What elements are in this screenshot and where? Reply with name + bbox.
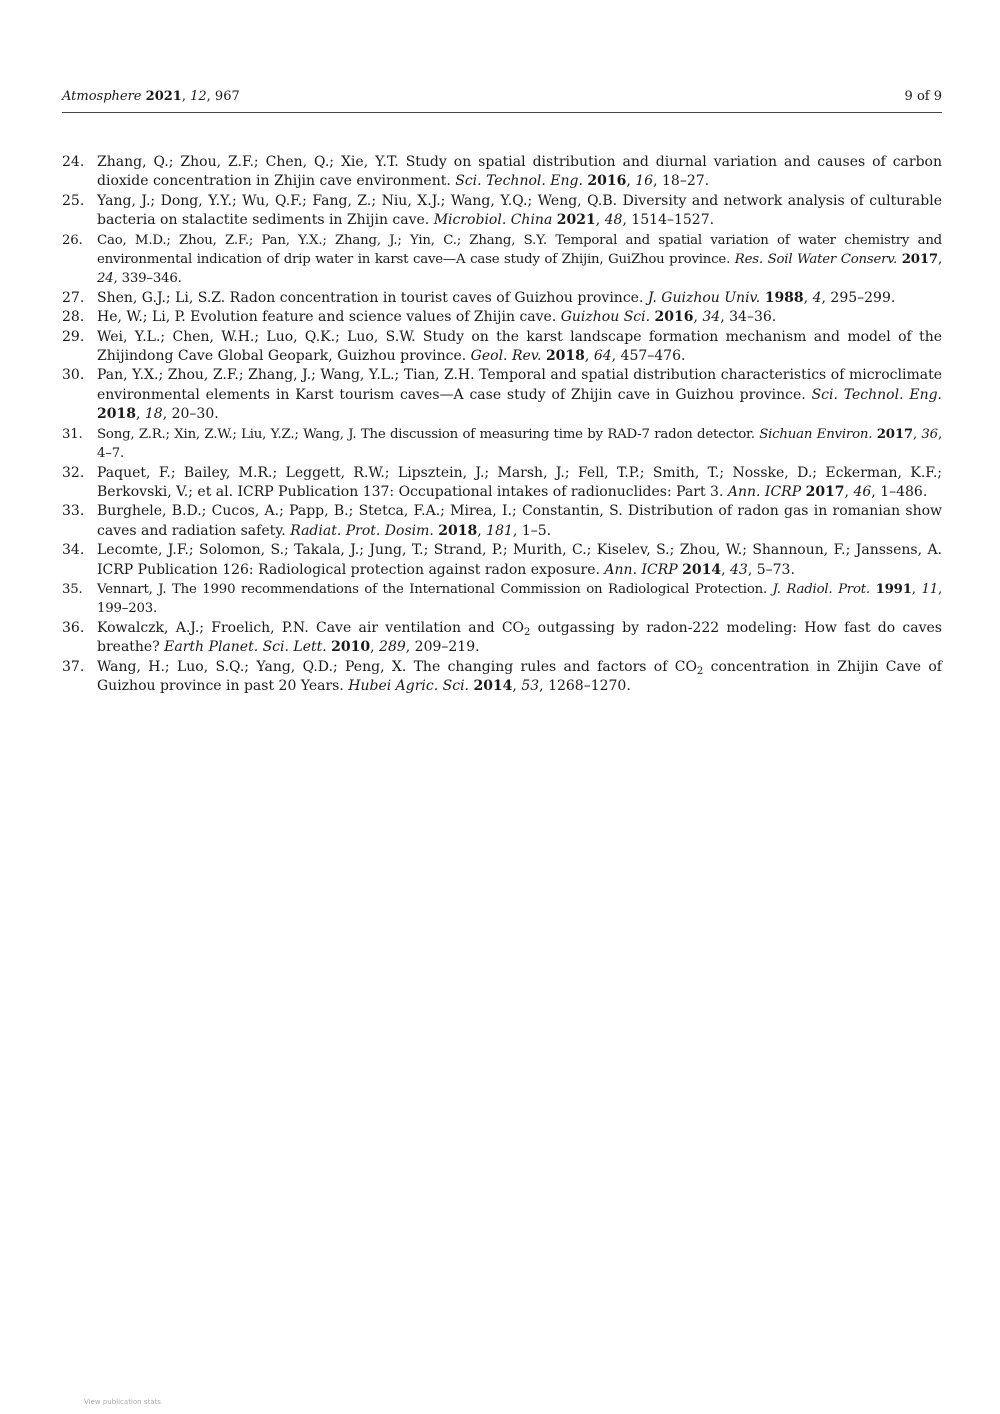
reference-volume: 4 — [812, 289, 822, 306]
article-number: 967 — [214, 89, 240, 104]
reference-volume: 64 — [593, 348, 612, 365]
reference-journal: Earth Planet. Sci. Lett. — [164, 639, 327, 656]
subscript: 2 — [524, 626, 531, 638]
reference-text: Wei, Y.L.; Chen, W.H.; Luo, Q.K.; Luo, S.W. Study on the karst landscape formation mechanism and model of the Zhijindong Cave Global Geopark, Guizhou province. — [97, 328, 942, 365]
reference-item: 34. Lecomte, J.F.; Solomon, S.; Takala, J.; Jung, T.; Strand, P.; Murith, C.; Kiselev, S.; Zhou, W.; Shannoun, F.; Janssens, A. ICRP Publication 126: Radiological protection against radon exposure. Ann. ICRP 2014, 43, 5–73. — [62, 542, 942, 578]
reference-year: 2010 — [331, 639, 371, 656]
reference-text: Shen, G.J.; Li, S.Z. Radon concentration in tourist caves of Guizhou province. — [97, 289, 648, 306]
reference-journal: Res. Soil Water Conserv. — [734, 252, 898, 268]
reference-journal: Radiat. Prot. Dosim. — [290, 522, 434, 539]
reference-pages: 4–7. — [97, 446, 124, 462]
reference-year: 2017 — [901, 252, 938, 268]
reference-text: Paquet, F.; Bailey, M.R.; Leggett, R.W.; Lipsztein, J.; Marsh, J.; Fell, T.P.; Smith, T.; Nosske, D.; Eckerman, K.F.; Berkovski, V.; et al. ICRP Publication 137: Occupational intakes of radionuclides: Part 3. — [97, 464, 942, 500]
reference-volume: 48 — [604, 212, 623, 229]
reference-year: 1988 — [764, 289, 804, 306]
page-header — [62, 86, 942, 113]
reference-item: 36. Kowalczk, A.J.; Froelich, P.N. Cave air ventilation and $CO_2$ outgassing by radon-222 modeling: How fast do caves breathe? Earth Planet. Sci. Lett. 2010, 289, 209–219. — [62, 619, 942, 656]
reference-volume: 24 — [97, 271, 114, 287]
reference-number: 24. — [62, 154, 85, 170]
reference-item: 35. Vennart, J. The 1990 recommendations of the International Commission on Radiological Protection. J. Radiol. Prot. 1991, 11, 199–203. — [62, 581, 942, 617]
reference-text: Vennart, J. The 1990 recommendations of the International Commission on Radiological Protection. — [97, 581, 773, 597]
reference-item: 25. Yang, J.; Dong, Y.Y.; Wu, Q.F.; Fang, Z.; Niu, X.J.; Wang, Y.Q.; Weng, Q.B. Diversity and network analysis of culturable bacteria on stalactite sediments in Zhijin cave. Microbiol. China 2021, 48, 1514–1527. — [62, 192, 942, 229]
reference-pages: 1–486. — [880, 483, 928, 500]
reference-item: 32. Paquet, F.; Bailey, M.R.; Leggett, R.W.; Lipsztein, J.; Marsh, J.; Fell, T.P.; Smith, T.; Nosske, D.; Eckerman, K.F.; Berkovski, V.; et al. ICRP Publication 137: Occupational intakes of radionuclides: Part 3. Ann. ICRP 2017, 46, 1–486. — [62, 464, 942, 500]
reference-year: 2018 — [97, 406, 136, 423]
reference-volume: 43 — [730, 561, 748, 578]
reference-text: Burghele, B.D.; Cucos, A.; Papp, B.; Stetca, F.A.; Mirea, I.; Constantin, S. Distribution of radon gas in romanian show caves and radiation safety. — [97, 503, 942, 539]
reference-journal: Sci. Technol. Eng. — [455, 173, 583, 190]
reference-journal: J. Guizhou Univ. — [647, 289, 761, 306]
reference-volume: 53 — [521, 677, 540, 694]
reference-pages: 34–36. — [729, 309, 777, 326]
reference-year: 2016 — [654, 309, 694, 326]
reference-number: 30. — [62, 367, 85, 384]
reference-journal: Ann. ICRP — [604, 561, 678, 578]
reference-item: 29. Wei, Y.L.; Chen, W.H.; Luo, Q.K.; Luo, S.W. Study on the karst landscape formation mechanism and model of the Zhijindong Cave Global Geopark, Guizhou province. Geol. Rev. 2018, 64, 457–476. — [62, 328, 942, 365]
reference-number: 33. — [62, 503, 85, 520]
reference-volume: 36 — [921, 426, 938, 442]
reference-year: 1991 — [875, 581, 912, 597]
journal-volume: 12 — [190, 89, 207, 104]
reference-volume: 181 — [486, 522, 513, 539]
reference-item: 31. Song, Z.R.; Xin, Z.W.; Liu, Y.Z.; Wang, J. The discussion of measuring time by RAD-7 radon detector. Sichuan Environ. 2017, 36, 4–7. — [62, 426, 942, 462]
subscript: 2 — [696, 665, 704, 677]
page-number: 9 of 9 — [904, 89, 942, 104]
reference-journal: J. Radiol. Prot. — [772, 581, 870, 597]
reference-volume: 18 — [144, 406, 163, 423]
reference-text: He, W.; Li, P. Evolution feature and science values of Zhijin cave. — [97, 309, 561, 326]
reference-pages: 1514–1527. — [631, 212, 715, 229]
reference-year: 2014 — [682, 561, 722, 578]
view-publication-stats-link[interactable]: View publication stats — [84, 1398, 161, 1406]
reference-number: 25. — [62, 192, 85, 209]
reference-journal: Sichuan Environ. — [759, 426, 873, 442]
reference-pages: 339–346. — [121, 271, 182, 287]
reference-number: 37. — [62, 658, 85, 675]
reference-pages: 199–203. — [97, 601, 158, 617]
reference-number: 32. — [62, 464, 85, 481]
reference-item: 26. Cao, M.D.; Zhou, Z.F.; Pan, Y.X.; Zhang, J.; Yin, C.; Zhang, S.Y. Temporal and spatial variation of water chemistry and environmental indication of drip water in karst cave—A case study of Zhijin, GuiZhou province. Res. Soil Water Conserv. 2017, 24, 339–346. — [62, 232, 942, 287]
reference-year: 2021 — [556, 212, 596, 229]
reference-pages: 18–27. — [662, 173, 710, 190]
reference-text: Lecomte, J.F.; Solomon, S.; Takala, J.; Jung, T.; Strand, P.; Murith, C.; Kiselev, S.; Zhou, W.; Shannoun, F.; Janssens, A. ICRP Publication 126: Radiological protection against radon exposure. — [97, 542, 942, 578]
reference-pages: 5–73. — [756, 561, 795, 578]
reference-journal: Sci. Technol. Eng. — [811, 386, 942, 403]
journal-name: Atmosphere — [62, 89, 142, 104]
reference-year: 2017 — [876, 426, 913, 442]
reference-year: 2017 — [805, 483, 845, 500]
reference-number: 29. — [62, 328, 85, 345]
reference-text: Cao, M.D.; Zhou, Z.F.; Pan, Y.X.; Zhang, J.; Yin, C.; Zhang, S.Y. Temporal and spatial variation of water chemistry and environmental indication of drip water in karst cave—A case study of Zhijin, GuiZhou province. — [97, 232, 942, 268]
reference-text: Wang, H.; Luo, S.Q.; Yang, Q.D.; Peng, X. The changing rules and factors of CO — [97, 658, 697, 675]
reference-journal: Hubei Agric. Sci. — [348, 677, 469, 694]
reference-pages: 20–30. — [171, 406, 219, 423]
reference-item: 33. Burghele, B.D.; Cucos, A.; Papp, B.; Stetca, F.A.; Mirea, I.; Constantin, S. Distribution of radon gas in romanian show caves and radiation safety. Radiat. Prot. Dosim. 2018, 181, 1–5. — [62, 503, 942, 539]
reference-journal: Geol. Rev. — [470, 348, 542, 365]
reference-number: 26. — [62, 232, 83, 248]
reference-pages: 295–299. — [830, 289, 896, 306]
journal-year: 2021 — [145, 89, 182, 104]
reference-volume: 46 — [853, 483, 872, 500]
reference-item: 27. Shen, G.J.; Li, S.Z. Radon concentration in tourist caves of Guizhou province. J. Guizhou Univ. 1988, 4, 295–299. — [62, 289, 942, 308]
reference-year: 2016 — [587, 173, 627, 190]
reference-journal: Ann. ICRP — [727, 483, 802, 500]
reference-number: 35. — [62, 581, 83, 597]
reference-pages: 1–5. — [521, 522, 552, 539]
reference-item: 30. Pan, Y.X.; Zhou, Z.F.; Zhang, J.; Wang, Y.L.; Tian, Z.H. Temporal and spatial distribution characteristics of microclimate environmental elements in Karst tourism caves—A case study of Zhijin cave in Guizhou province. Sci. Technol. Eng. 2018, 18, 20–30. — [62, 367, 942, 423]
reference-volume: 289 — [379, 639, 406, 656]
reference-item: 28. He, W.; Li, P. Evolution feature and science values of Zhijin cave. Guizhou Sci. 2016, 34, 34–36. — [62, 308, 942, 327]
reference-item: 37. Wang, H.; Luo, S.Q.; Yang, Q.D.; Peng, X. The changing rules and factors of $CO_2$ concentration in Zhijin Cave of Guizhou province in past 20 Years. Hubei Agric. Sci. 2014, 53, 1268–1270. — [62, 658, 942, 694]
reference-number: 36. — [62, 619, 85, 636]
reference-volume: 16 — [635, 173, 654, 190]
reference-year: 2018 — [545, 348, 585, 365]
reference-text: concentration in Zhijin Cave of Guizhou province in past 20 Years. — [97, 658, 942, 694]
reference-list — [62, 153, 942, 696]
reference-number: 31. — [62, 426, 83, 442]
reference-text: Pan, Y.X.; Zhou, Z.F.; Zhang, J.; Wang, Y.L.; Tian, Z.H. Temporal and spatial distribution characteristics of microclimate environmental elements in Karst tourism caves—A case study of Zhijin cave in Guizhou province. — [97, 367, 942, 403]
reference-text: outgassing by radon-222 modeling: How fast do caves breathe? — [97, 619, 942, 656]
reference-pages: 1268–1270. — [548, 677, 631, 694]
reference-number: 28. — [62, 309, 85, 326]
reference-pages: 457–476. — [620, 348, 686, 365]
reference-text: Zhang, Q.; Zhou, Z.F.; Chen, Q.; Xie, Y.T. Study on spatial distribution and diurnal variation and causes of carbon dioxide concentration in Zhijin cave environment. — [97, 154, 942, 190]
reference-number: 34. — [62, 542, 85, 559]
reference-text: Yang, J.; Dong, Y.Y.; Wu, Q.F.; Fang, Z.; Niu, X.J.; Wang, Y.Q.; Weng, Q.B. Diversity and network analysis of culturable bacteria on stalactite sediments in Zhijin cave. — [97, 192, 942, 229]
reference-volume: 11 — [921, 581, 938, 597]
reference-item: 24. Zhang, Q.; Zhou, Z.F.; Chen, Q.; Xie, Y.T. Study on spatial distribution and diurnal variation and causes of carbon dioxide concentration in Zhijin cave environment. Sci. Technol. Eng. 2016, 16, 18–27. — [62, 154, 942, 190]
reference-text: Song, Z.R.; Xin, Z.W.; Liu, Y.Z.; Wang, J. The discussion of measuring time by RAD-7 radon detector. — [97, 426, 760, 442]
reference-year: 2014 — [473, 677, 513, 694]
reference-text: Kowalczk, A.J.; Froelich, P.N. Cave air ventilation and CO — [97, 619, 525, 636]
reference-journal: Guizhou Sci. — [560, 309, 651, 326]
reference-pages: 209–219. — [414, 639, 480, 656]
reference-year: 2018 — [438, 522, 478, 539]
journal-citation: Atmosphere 2021, 12, 967 — [62, 89, 240, 104]
reference-journal: Microbiol. China — [433, 212, 553, 229]
reference-volume: 34 — [702, 309, 721, 326]
reference-number: 27. — [62, 289, 85, 306]
